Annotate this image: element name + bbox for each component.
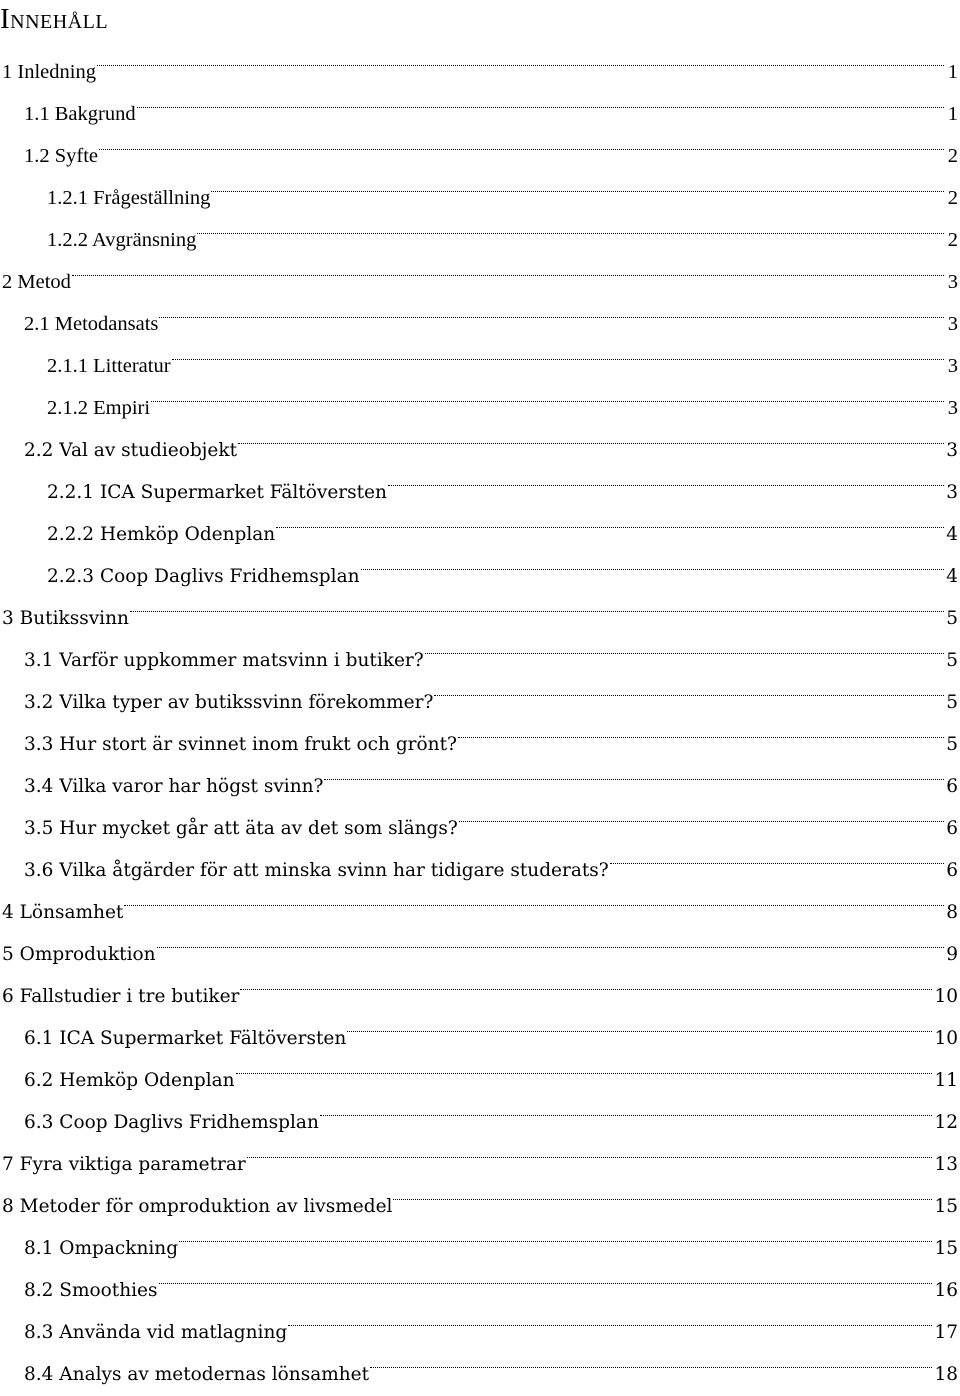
toc-entry-label: 2 Metod	[2, 271, 71, 293]
toc-entry-label: 3.6 Vilka åtgärder för att minska svinn har tidigare studerats?	[24, 860, 609, 881]
toc-page-number: 10	[934, 1028, 958, 1049]
toc-dot-leader	[361, 540, 944, 582]
toc-page-number: 3	[947, 271, 958, 293]
toc-page-number: 8	[946, 902, 958, 923]
toc-dot-leader	[238, 414, 944, 456]
toc-page-number: 1	[947, 103, 958, 125]
toc-dot-leader	[247, 1128, 933, 1170]
toc-entry-label: 3.4 Vilka varor har högst svinn?	[24, 776, 324, 797]
toc-page-number: 3	[947, 313, 958, 335]
toc-heading: Innehåll	[0, 3, 109, 35]
toc-dot-leader	[324, 750, 944, 792]
toc-dot-leader	[458, 708, 944, 750]
toc-entry-label: 1.2 Syfte	[24, 145, 99, 167]
toc-page-number: 17	[934, 1322, 958, 1343]
toc-page-number: 3	[946, 482, 958, 503]
toc-page-number: 12	[934, 1112, 958, 1133]
toc-entry-label: 2.2 Val av studieobjekt	[24, 440, 238, 461]
toc-dot-leader	[97, 36, 944, 78]
toc-entry[interactable]	[0, 78, 960, 125]
toc-entry-label: 1 Inledning	[2, 61, 96, 83]
toc-entry-label: 3.1 Varför uppkommer matsvinn i butiker?	[24, 650, 424, 671]
toc-dot-leader	[610, 834, 944, 876]
toc-entry-label: 6.2 Hemköp Odenplan	[24, 1070, 235, 1091]
toc-entry-label: 2.1.1 Litteratur	[47, 355, 171, 377]
toc-entry[interactable]	[0, 246, 960, 293]
toc-page-number: 16	[934, 1280, 958, 1301]
toc-page-number: 11	[934, 1070, 958, 1091]
toc-entry-label: 1.2.2 Avgränsning	[47, 229, 197, 251]
toc-entry-label: 3.5 Hur mycket går att äta av det som slängs?	[24, 818, 458, 839]
toc-entry-label: 1.2.1 Frågeställning	[47, 187, 211, 209]
toc-page-number: 15	[934, 1196, 958, 1217]
toc-dot-leader	[393, 1170, 932, 1212]
toc-entry[interactable]	[0, 582, 960, 629]
toc-entry-label: 2.1 Metodansats	[24, 313, 159, 335]
toc-entry-label: 5 Omproduktion	[2, 944, 156, 965]
toc-dot-leader	[211, 162, 944, 204]
toc-entry-label: 7 Fyra viktiga parametrar	[2, 1154, 246, 1175]
toc-entry[interactable]	[0, 36, 960, 83]
toc-entry-label: 3 Butikssvinn	[2, 608, 129, 629]
toc-dot-leader	[179, 1212, 932, 1254]
toc-dot-leader	[172, 330, 944, 372]
toc-dot-leader	[425, 624, 944, 666]
toc-dot-leader	[276, 498, 944, 540]
toc-dot-leader	[236, 1044, 933, 1086]
toc-page-number: 6	[946, 860, 958, 881]
toc-entry-label: 8 Metoder för omproduktion av livsmedel	[2, 1196, 393, 1217]
toc-dot-leader	[347, 1002, 932, 1044]
toc-dot-leader	[159, 288, 944, 330]
toc-dot-leader	[137, 78, 944, 120]
toc-dot-leader	[72, 246, 944, 288]
toc-entry-label: 4 Lönsamhet	[2, 902, 124, 923]
toc-dot-leader	[320, 1086, 933, 1128]
toc-page-number: 1	[947, 61, 958, 83]
toc-entry-label: 2.2.1 ICA Supermarket Fältöversten	[47, 482, 387, 503]
toc-entry-label: 6 Fallstudier i tre butiker	[2, 986, 240, 1007]
toc-dot-leader	[159, 1254, 933, 1296]
toc-entry-label: 8.2 Smoothies	[24, 1280, 158, 1301]
toc-dot-leader	[288, 1296, 932, 1338]
toc-page-number: 9	[946, 944, 958, 965]
toc-entry[interactable]	[0, 288, 960, 335]
toc-dot-leader	[459, 792, 944, 834]
toc-page-number: 5	[946, 608, 958, 629]
toc-entry-label: 8.4 Analys av metodernas lönsamhet	[24, 1364, 370, 1385]
toc-dot-leader	[197, 204, 944, 246]
toc-entry-label: 6.1 ICA Supermarket Fältöversten	[24, 1028, 347, 1049]
toc-dot-leader	[370, 1338, 932, 1380]
toc-entry-label: 2.2.3 Coop Daglivs Fridhemsplan	[47, 566, 360, 587]
toc-page-number: 2	[947, 229, 958, 251]
toc-entry-label: 6.3 Coop Daglivs Fridhemsplan	[24, 1112, 319, 1133]
toc-page-number: 4	[946, 566, 958, 587]
toc-entry[interactable]	[0, 876, 960, 923]
toc-page-number: 2	[947, 145, 958, 167]
table-of-contents	[0, 36, 960, 1385]
toc-page-number: 6	[946, 818, 958, 839]
toc-dot-leader	[124, 876, 944, 918]
toc-dot-leader	[99, 120, 944, 162]
toc-entry-label: 2.2.2 Hemköp Odenplan	[47, 524, 276, 545]
toc-entry-label: 3.2 Vilka typer av butikssvinn förekommer?	[24, 692, 434, 713]
toc-entry-label: 2.1.2 Empiri	[47, 397, 151, 419]
toc-page-number: 3	[946, 440, 958, 461]
toc-dot-leader	[151, 372, 944, 414]
toc-entry-label: 8.1 Ompackning	[24, 1238, 179, 1259]
toc-page-number: 2	[947, 187, 958, 209]
toc-entry-label: 8.3 Använda vid matlagning	[24, 1322, 288, 1343]
toc-page-number: 5	[946, 734, 958, 755]
toc-dot-leader	[240, 960, 932, 1002]
toc-entry[interactable]	[0, 918, 960, 965]
toc-page-number: 3	[947, 397, 958, 419]
toc-page-number: 5	[946, 650, 958, 671]
toc-entry[interactable]	[0, 162, 960, 209]
toc-page-number: 15	[934, 1238, 958, 1259]
toc-page-number: 18	[934, 1364, 958, 1385]
toc-dot-leader	[388, 456, 944, 498]
toc-page-number: 10	[934, 986, 958, 1007]
toc-dot-leader	[130, 582, 944, 624]
toc-page-number: 4	[946, 524, 958, 545]
toc-entry-label: 3.3 Hur stort är svinnet inom frukt och grönt?	[24, 734, 457, 755]
toc-entry[interactable]	[0, 624, 960, 671]
toc-dot-leader	[157, 918, 944, 960]
toc-entry[interactable]	[0, 120, 960, 167]
toc-page-number: 5	[946, 692, 958, 713]
toc-page-number: 6	[946, 776, 958, 797]
toc-entry-label: 1.1 Bakgrund	[24, 103, 136, 125]
toc-page-number: 3	[947, 355, 958, 377]
toc-dot-leader	[434, 666, 944, 708]
toc-page-number: 13	[934, 1154, 958, 1175]
